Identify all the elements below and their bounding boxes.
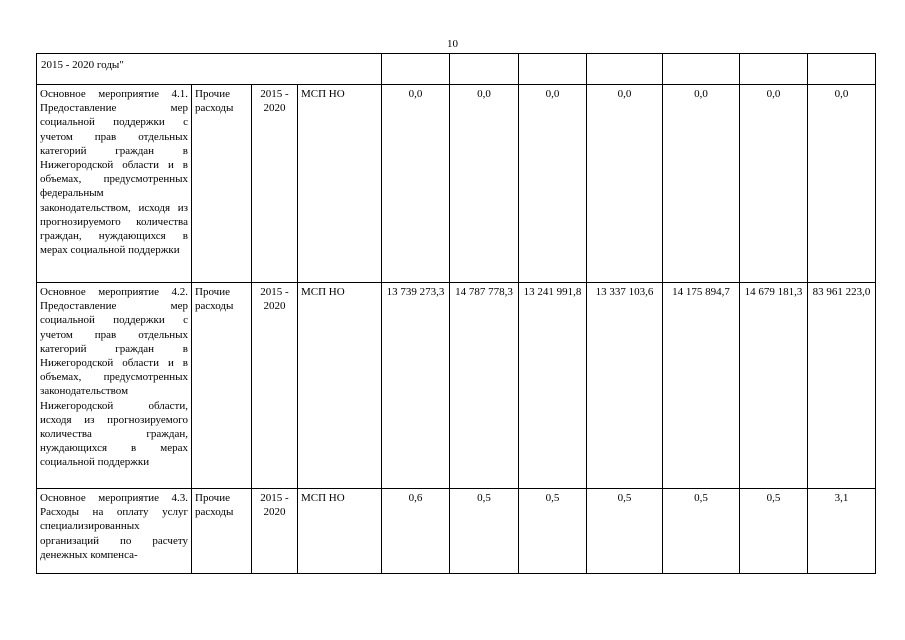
value-cell: 0,0 — [663, 85, 740, 283]
value-cell: 13 337 103,6 — [587, 283, 663, 489]
value-cell: 0,5 — [587, 489, 663, 574]
value-cell: 13 241 991,8 — [519, 283, 587, 489]
total-cell: 3,1 — [808, 489, 876, 574]
value-cell: 0,0 — [740, 85, 808, 283]
header-empty-cell — [450, 54, 519, 85]
value-cell: 0,5 — [740, 489, 808, 574]
budget-table — [36, 53, 876, 574]
value-cell: 13 739 273,3 — [382, 283, 450, 489]
table-row — [37, 489, 876, 574]
page-number: 10 — [447, 38, 458, 50]
measure-description: Основное мероприятие 4.2. Предоставление мер социальной поддержки с учетом прав отдельных категорий граждан в Нижегородской области и в объемах, предусмотренных законодательством Нижегородской области, исходя из прогнозируемого количества граждан, нуждающихся в мерах социальной поддержки — [37, 283, 192, 489]
measure-description: Основное мероприятие 4.3. Расходы на оплату услуг специализированных организаций по расчету денежных компенса- — [37, 489, 192, 574]
value-cell: 0,0 — [450, 85, 519, 283]
table-row — [37, 85, 876, 283]
period: 2015 - 2020 — [252, 489, 298, 574]
value-cell: 14 175 894,7 — [663, 283, 740, 489]
value-cell: 0,0 — [587, 85, 663, 283]
value-cell: 0,5 — [663, 489, 740, 574]
executor: МСП НО — [298, 283, 382, 489]
executor: МСП НО — [298, 489, 382, 574]
value-cell: 0,0 — [519, 85, 587, 283]
measure-description: Основное мероприятие 4.1. Предоставление мер социальной поддержки с учетом прав отдельных категорий граждан в Нижегородской области и в объемах, предусмотренных федеральным законодательством, исходя из прогнозируемого количества граждан, нуждающихся в мерах социальной поддержки — [37, 85, 192, 283]
table-row — [37, 283, 876, 489]
table-header-row — [37, 54, 876, 85]
value-cell: 14 679 181,3 — [740, 283, 808, 489]
header-empty-cell — [663, 54, 740, 85]
header-empty-cell — [740, 54, 808, 85]
expense-type: Прочие расходы — [192, 85, 252, 283]
period: 2015 - 2020 — [252, 85, 298, 283]
header-empty-cell — [382, 54, 450, 85]
executor: МСП НО — [298, 85, 382, 283]
expense-type: Прочие расходы — [192, 489, 252, 574]
value-cell: 0,6 — [382, 489, 450, 574]
header-empty-cell — [808, 54, 876, 85]
total-cell: 83 961 223,0 — [808, 283, 876, 489]
value-cell: 0,5 — [450, 489, 519, 574]
header-empty-cell — [519, 54, 587, 85]
value-cell: 0,0 — [382, 85, 450, 283]
value-cell: 0,5 — [519, 489, 587, 574]
value-cell: 14 787 778,3 — [450, 283, 519, 489]
total-cell: 0,0 — [808, 85, 876, 283]
expense-type: Прочие расходы — [192, 283, 252, 489]
period: 2015 - 2020 — [252, 283, 298, 489]
header-label-cell: 2015 - 2020 годы" — [37, 54, 382, 85]
header-empty-cell — [587, 54, 663, 85]
